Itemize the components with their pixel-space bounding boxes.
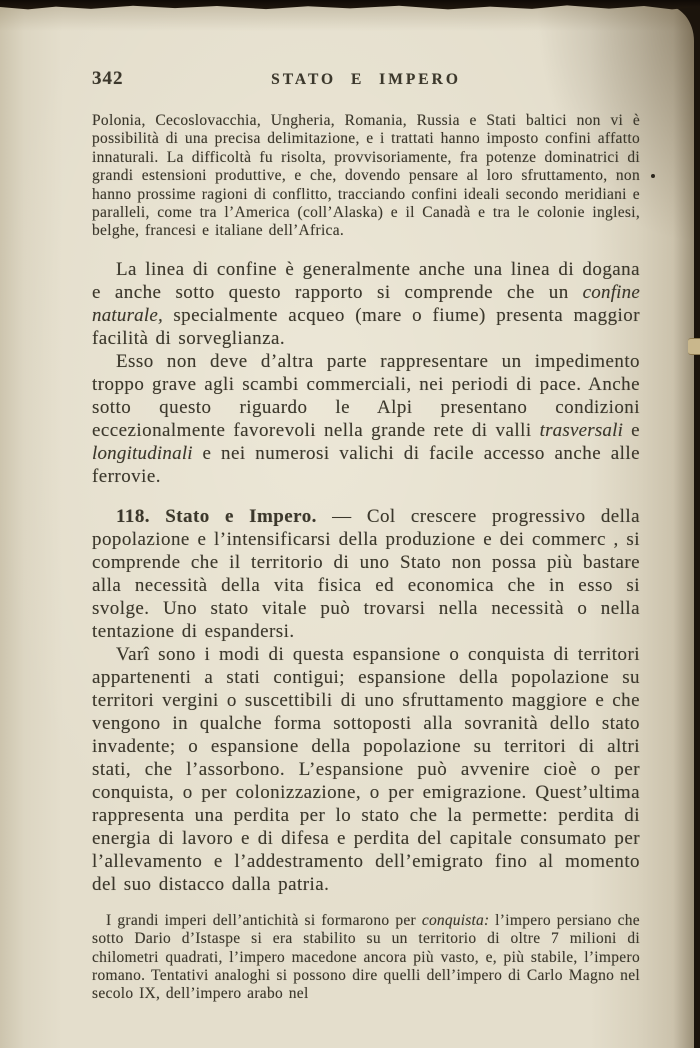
page-edge-tab xyxy=(688,338,700,355)
text-segment: e xyxy=(623,419,640,441)
book-page xyxy=(0,5,694,1048)
paragraph-borders-small-type: Polonia, Cecoslovacchia, Ungheria, Romania, Russia e Stati baltici non vi è possibilità di una precisa delimitazione, e i trattati hanno imposto confini affatto innaturali. La difficoltà fu risolta, provvisoriamente, fra potenze dominatrici di grandi estensioni produttive, e che, dovendo pensare al loro sfruttamento, non hanno prossime ragioni di conflitto, tracciando confini ideali secondo meridiani e paralleli, come tra l’America (coll’Alaska) e il Canadà e tra le colonie inglesi, belghe, francesi e italiane dell’Africa. xyxy=(92,112,640,240)
text-segment-italic: conquista: xyxy=(421,911,490,929)
text-segment: Esso non deve d’altra parte rappresentare un impedimento troppo grave agli scambi commerciali, nei periodi di pace. Anche sotto questo riguardo le Alpi presentano condizioni eccezionalmente favorevoli nella grande rete di valli xyxy=(92,350,640,441)
ink-speck xyxy=(651,174,655,178)
text-segment: La linea di confine è generalmente anche una linea di dogana e anche sotto questo rapporto si comprende che un xyxy=(92,258,640,303)
section-heading: 118. Stato e Impero. xyxy=(116,505,317,527)
page-header xyxy=(92,68,640,92)
text-segment: e nei numerosi valichi di facile accesso anche alle ferrovie. xyxy=(92,442,640,487)
paragraph-section-118 xyxy=(92,505,640,643)
page-content xyxy=(92,68,640,1004)
paragraph-modi-espansione: Varî sono i modi di questa espansione o conquista di territori appartenenti a stati contigui; espansione della popolazione su territori vergini o suscettibili di uno sfruttamento maggiore e che vengono in qualche forma sottoposti alla sovranità dello stato invadente; o espansione della popolazione su territori di altri stati, che l’assorbono. L’espansione può avvenire cioè o per conquista, o per colonizzazione, o per emigrazione. Quest’ultima rappresenta una perdita per lo stato che la permette: perdita di energia di lavoro e di difesa e perdita del capitale consumato per l’allevamento e l’addestramento dell’emigrato fino al momento del suo distacco dalla patria. xyxy=(92,643,640,895)
paragraph-linea-di-confine xyxy=(92,258,640,350)
text-segment: specialmente acqueo (mare o fiume) presenta maggior facilità di sorveglianza. xyxy=(92,304,640,349)
page-number: 342 xyxy=(92,68,124,89)
text-segment: — Col crescere progressivo della popolazione e l’intensificarsi della produzione e dei commerc , si comprende che il territorio di uno Stato non possa più bastare alla necessità della vita fisica ed economica che in esso si svolge. Uno stato vitale può trovarsi nella necessità o nella tentazione di espandersi. xyxy=(92,505,641,642)
running-title: STATO E IMPERO xyxy=(271,71,461,88)
text-segment: I grandi imperi dell’antichità si formarono per xyxy=(106,911,422,929)
text-segment-italic: longitudinali xyxy=(92,442,193,464)
text-segment-italic: confine naturale, xyxy=(92,281,640,326)
paragraph-grandi-imperi-small-type xyxy=(92,912,640,1004)
text-segment-italic: trasversali xyxy=(539,419,624,441)
paragraph-scambi-commerciali xyxy=(92,350,640,488)
text-segment: l’impero persiano che sotto Dario d’Istaspe si era stabilito su un territorio di oltre 7 milioni di chilometri quadrati, l’impero macedone ancora più vasto, e, più stabile, l’impero romano. Tentativi analoghi si possono dire quelli dell’impero di Carlo Magno nel secolo IX, dell’impero arabo nel xyxy=(92,911,640,1003)
